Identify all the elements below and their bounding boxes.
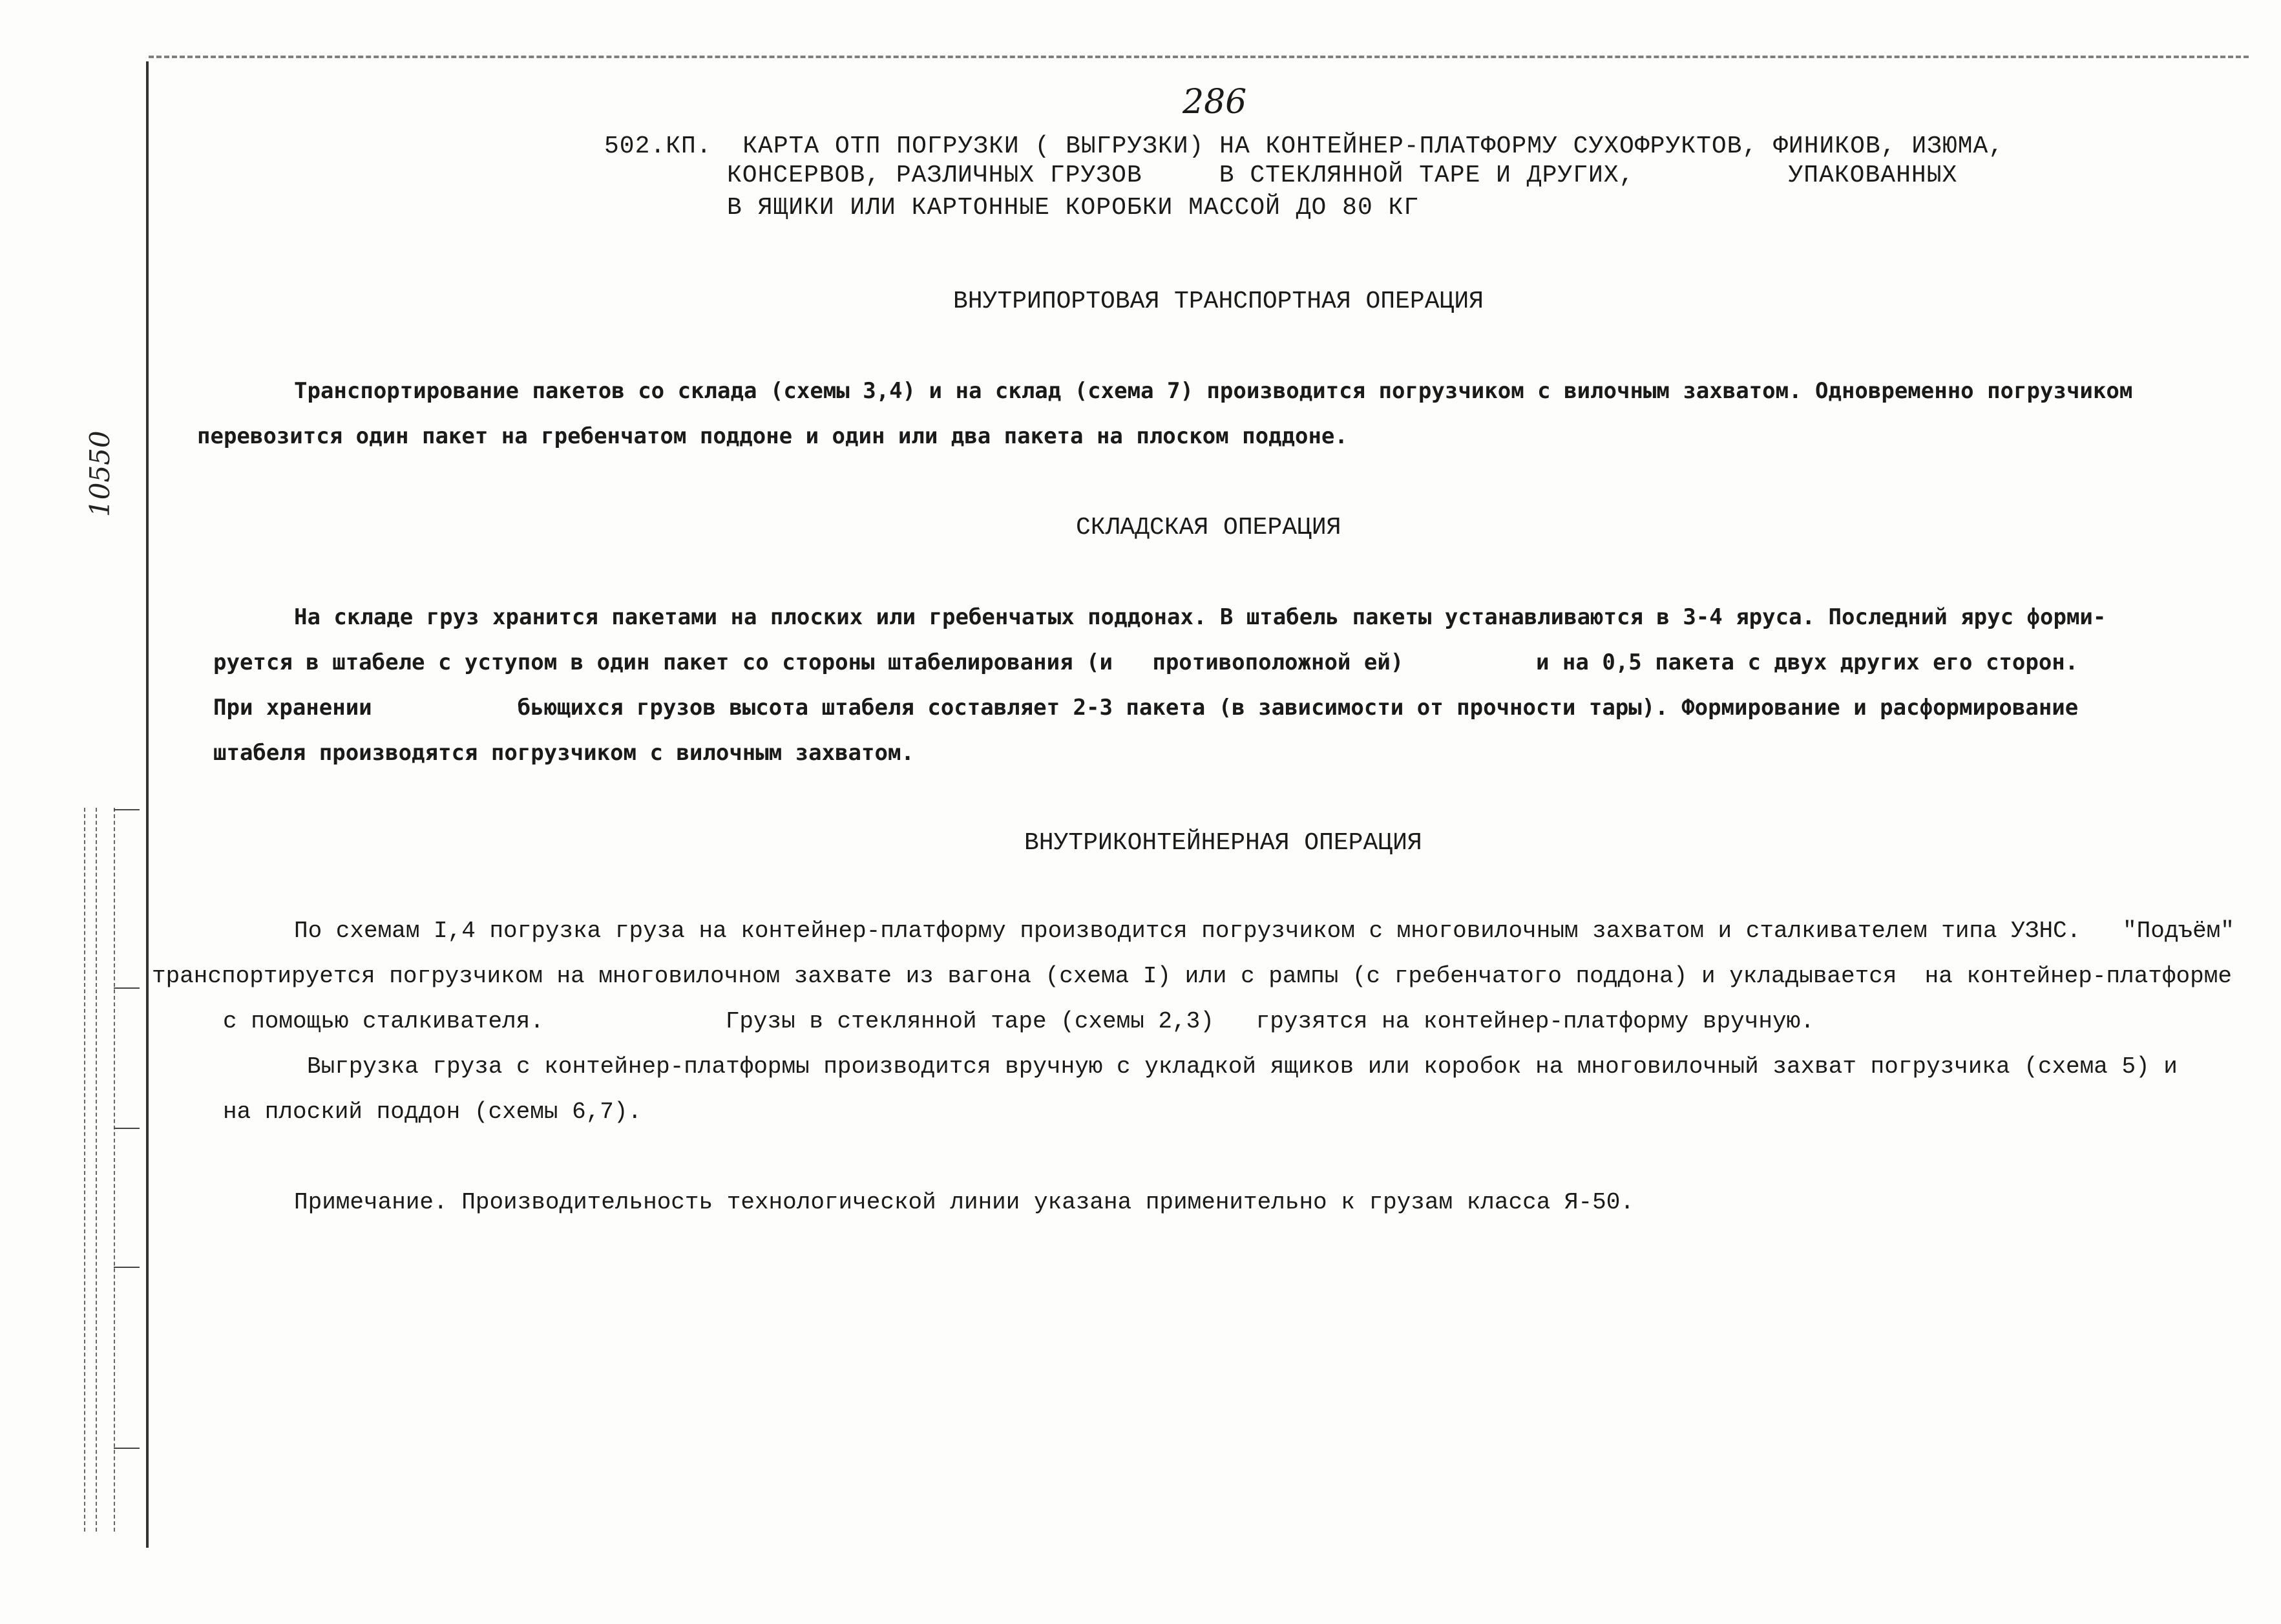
- stamp-tick: [114, 1267, 140, 1268]
- stamp-tick: [114, 987, 140, 989]
- paragraph-line: На складе груз хранится пакетами на плоских или гребенчатых поддонах. В штабель пакеты устанавливаются в 3-4 яруса. Последний ярус форми-: [294, 604, 2107, 630]
- paragraph-line: транспортируется погрузчиком на многовилочном захвате из вагона (схема I) или с рампы (с гребенчатого поддона) и укладывается на контейнер-платформе: [152, 963, 2232, 989]
- paragraph-line: на плоский поддон (схемы 6,7).: [223, 1099, 642, 1125]
- section-heading: ВНУТРИПОРТОВАЯ ТРАНСПОРТНАЯ ОПЕРАЦИЯ: [953, 288, 1484, 315]
- stamp-column-line: [114, 808, 115, 1532]
- paragraph-line: руется в штабеле с уступом в один пакет со стороны штабелирования (и противоположной ей) и на 0,5 пакета с двух других его сторон.: [213, 649, 2079, 675]
- paragraph-line: При хранении бьющихся грузов высота штабеля составляет 2-3 пакета (в зависимости от прочности тары). Формирование и расформирование: [213, 695, 2079, 721]
- stamp-tick: [114, 1128, 140, 1129]
- page-number: 286: [1183, 83, 1247, 121]
- title-line: КОНСЕРВОВ, РАЗЛИЧНЫХ ГРУЗОВ В СТЕКЛЯННОЙ ТАРЕ И ДРУГИХ, УПАКОВАННЫХ: [727, 162, 1958, 189]
- paragraph-line: По схемам I,4 погрузка груза на контейнер-платформу производится погрузчиком с многовилочным захватом и сталкивателем типа УЗНС. "Подъём": [294, 918, 2234, 944]
- title-line: 502.КП. КАРТА ОТП ПОГРУЗКИ ( ВЫГРУЗКИ) НА КОНТЕЙНЕР-ПЛАТФОРМУ СУХОФРУКТОВ, ФИНИКОВ, ИЗЮМА,: [604, 132, 2004, 160]
- paragraph-line: Транспортирование пакетов со склада (схемы 3,4) и на склад (схема 7) производится погрузчиком с вилочным захватом. Одновременно погрузчиком: [294, 378, 2133, 404]
- stamp-tick: [114, 1448, 140, 1449]
- paragraph-line: с помощью сталкивателя. Грузы в стеклянной таре (схемы 2,3) грузятся на контейнер-платформу вручную.: [223, 1008, 1814, 1035]
- title-line: В ЯЩИКИ ИЛИ КАРТОННЫЕ КОРОБКИ МАССОЙ ДО 80 КГ: [727, 194, 1420, 222]
- top-border-line: [149, 56, 2249, 58]
- archive-number: 10550: [84, 430, 116, 517]
- stamp-column-line: [96, 808, 97, 1532]
- paragraph-line: Выгрузка груза с контейнер-платформы производится вручную с укладкой ящиков или коробок на многовилочный захват погрузчика (схема 5) и: [307, 1053, 2178, 1080]
- paragraph-line: перевозится один пакет на гребенчатом поддоне и один или два пакета на плоском поддоне.: [197, 423, 1348, 449]
- stamp-tick: [114, 809, 140, 810]
- section-heading: ВНУТРИКОНТЕЙНЕРНАЯ ОПЕРАЦИЯ: [1024, 829, 1422, 857]
- stamp-column-line: [84, 808, 85, 1532]
- paragraph-line: штабеля производятся погрузчиком с вилочным захватом.: [213, 740, 914, 766]
- section-heading: СКЛАДСКАЯ ОПЕРАЦИЯ: [1076, 514, 1341, 542]
- note-line: Примечание. Производительность технологической линии указана применительно к грузам класса Я-50.: [294, 1189, 1634, 1216]
- left-margin-line: [146, 61, 149, 1548]
